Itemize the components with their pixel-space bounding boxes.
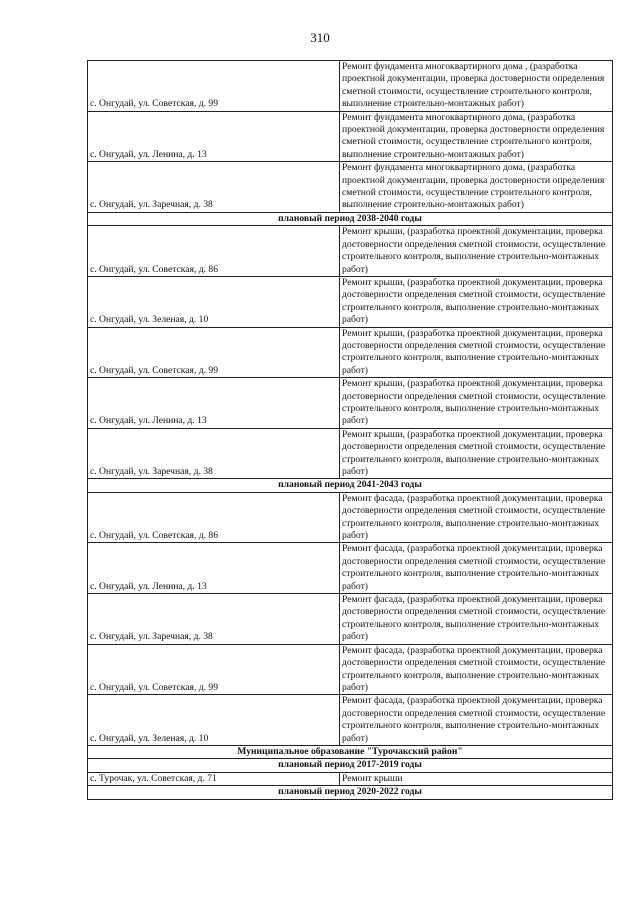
section-header-row <box>88 212 613 225</box>
table-row <box>88 492 613 543</box>
table-body <box>88 61 613 800</box>
table-row <box>88 428 613 479</box>
address-cell: с. Онгудай, ул. Советская, д. 99 <box>88 61 340 112</box>
table-row <box>88 378 613 429</box>
table-row <box>88 327 613 378</box>
table-row <box>88 695 613 746</box>
address-cell: с. Онгудай, ул. Заречная, д. 38 <box>88 594 340 645</box>
work-description-cell: Ремонт крыши, (разработка проектной документации, проверка достоверности определения сметной стоимости, осуществление строительного контроля, выполнение строительно-монтажных работ) <box>340 428 613 479</box>
address-cell: с. Онгудай, ул. Ленина, д. 13 <box>88 543 340 594</box>
address-cell: с. Турочак, ул. Советская, д. 71 <box>88 772 340 785</box>
address-cell: с. Онгудай, ул. Заречная, д. 38 <box>88 162 340 213</box>
table-row <box>88 61 613 112</box>
work-description-cell: Ремонт фундамента многоквартирного дома, (разработка проектной документации, проверка достоверности определения сметной стоимости, осуществление строительного контроля, выполнение строительно-монтажных работ) <box>340 111 613 162</box>
section-title: плановый период 2041-2043 годы <box>88 479 613 492</box>
address-cell: с. Онгудай, ул. Советская, д. 99 <box>88 644 340 695</box>
address-cell: с. Онгудай, ул. Ленина, д. 13 <box>88 378 340 429</box>
table-row <box>88 543 613 594</box>
work-description-cell: Ремонт фасада, (разработка проектной документации, проверка достоверности определения сметной стоимости, осуществление строительного контроля, выполнение строительно-монтажных работ) <box>340 543 613 594</box>
section-header-row <box>88 786 613 799</box>
table-row <box>88 594 613 645</box>
work-description-cell: Ремонт крыши <box>340 772 613 785</box>
section-header-row <box>88 745 613 758</box>
address-cell: с. Онгудай, ул. Заречная, д. 38 <box>88 428 340 479</box>
page-number: 310 <box>310 30 330 45</box>
address-cell: с. Онгудай, ул. Советская, д. 86 <box>88 492 340 543</box>
work-description-cell: Ремонт крыши, (разработка проектной документации, проверка достоверности определения сметной стоимости, осуществление строительного контроля, выполнение строительно-монтажных работ) <box>340 327 613 378</box>
table-row <box>88 644 613 695</box>
address-cell: с. Онгудай, ул. Советская, д. 99 <box>88 327 340 378</box>
section-header-row <box>88 759 613 772</box>
section-title: плановый период 2038-2040 годы <box>88 212 613 225</box>
repair-schedule-table <box>87 60 613 800</box>
work-description-cell: Ремонт фасада, (разработка проектной документации, проверка достоверности определения сметной стоимости, осуществление строительного контроля, выполнение строительно-монтажных работ) <box>340 594 613 645</box>
work-description-cell: Ремонт крыши, (разработка проектной документации, проверка достоверности определения сметной стоимости, осуществление строительного контроля, выполнение строительно-монтажных работ) <box>340 276 613 327</box>
address-cell: с. Онгудай, ул. Зеленая, д. 10 <box>88 276 340 327</box>
address-cell: с. Онгудай, ул. Зеленая, д. 10 <box>88 695 340 746</box>
section-title: Муниципальное образование "Турочакский район" <box>88 745 613 758</box>
section-title: плановый период 2020-2022 годы <box>88 786 613 799</box>
address-cell: с. Онгудай, ул. Советская, д. 86 <box>88 226 340 277</box>
table-row <box>88 162 613 213</box>
table-row <box>88 111 613 162</box>
section-header-row <box>88 479 613 492</box>
table-row <box>88 226 613 277</box>
work-description-cell: Ремонт фундамента многоквартирного дома, (разработка проектной документации, проверка достоверности определения сметной стоимости, осуществление строительного контроля, выполнение строительно-монтажных работ) <box>340 162 613 213</box>
table-row <box>88 772 613 785</box>
address-cell: с. Онгудай, ул. Ленина, д. 13 <box>88 111 340 162</box>
work-description-cell: Ремонт крыши, (разработка проектной документации, проверка достоверности определения сметной стоимости, осуществление строительного контроля, выполнение строительно-монтажных работ) <box>340 226 613 277</box>
work-description-cell: Ремонт фасада, (разработка проектной документации, проверка достоверности определения сметной стоимости, осуществление строительного контроля, выполнение строительно-монтажных работ) <box>340 644 613 695</box>
work-description-cell: Ремонт крыши, (разработка проектной документации, проверка достоверности определения сметной стоимости, осуществление строительного контроля, выполнение строительно-монтажных работ) <box>340 378 613 429</box>
section-title: плановый период 2017-2019 годы <box>88 759 613 772</box>
work-description-cell: Ремонт фасада, (разработка проектной документации, проверка достоверности определения сметной стоимости, осуществление строительного контроля, выполнение строительно-монтажных работ) <box>340 492 613 543</box>
work-description-cell: Ремонт фасада, (разработка проектной документации, проверка достоверности определения сметной стоимости, осуществление строительного контроля, выполнение строительно-монтажных работ) <box>340 695 613 746</box>
work-description-cell: Ремонт фундамента многоквартирного дома , (разработка проектной документации, проверка достоверности определения сметной стоимости, осуществление строительного контроля, выполнение строительно-монтажных работ) <box>340 61 613 112</box>
table-row <box>88 276 613 327</box>
